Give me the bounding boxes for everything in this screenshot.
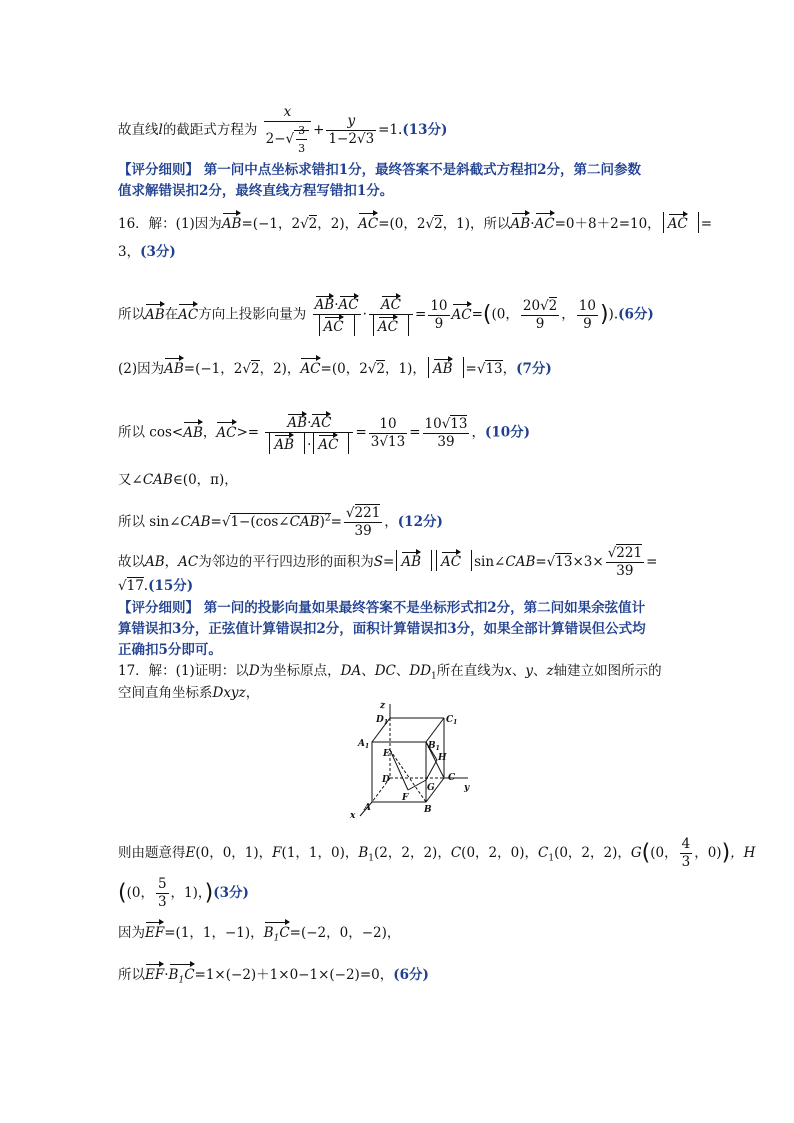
cube-figure <box>340 700 480 820</box>
segment-ef <box>390 750 408 790</box>
intercept-line: 故直线l的截距式方程为 x 2−√ $\frac{3}{3}$ + $\frac{y}{1-2√3}$ =1.(13分) <box>118 104 448 155</box>
q16-line-2: 3，(3分) <box>118 244 176 260</box>
label-d: D <box>382 775 390 785</box>
q17-coordinates-cont: ((0， $\frac{5}{3}$ ，1)，)(3分) <box>118 876 249 910</box>
label-a1: $A_1$ <box>358 739 370 750</box>
label-c1: $C_1$ <box>446 715 458 726</box>
q16-angle-range: 又∠CAB∈(0，π)， <box>118 472 238 488</box>
label-f: F <box>402 793 409 803</box>
score: (13分) <box>402 122 448 138</box>
label-b: B <box>424 805 432 815</box>
grading-note-2: 【评分细则】 第一问的投影向量如果最终答案不是坐标形式扣2分，第二问如果余弦值计 <box>118 600 646 616</box>
label-c: C <box>448 773 456 783</box>
q17-coordinates: 则由题意得E(0，0，1)，F(1，1，0)，$B_1(2$，2，2)，C(0，2，0)，$C_1(0$，2，2)，G((0， $\frac{4}{3}$ ，0))，H <box>118 836 756 870</box>
q16-line-1: 16．解：(1)因为AB=(−1，2√2，2)，AC=(0，2√2，1)，所以AB·AC=0＋8＋2=10， AC = <box>118 211 712 234</box>
q16-result: √17.(15分) <box>118 578 194 594</box>
label-b1: $B_1$ <box>428 741 440 752</box>
label-h: H <box>438 753 447 763</box>
q16-cosine: 所以 cos<AB，AC>= $\frac{AB\cdot AC}{AB \cdot AC}$ = $\frac{10}{3√13}$ = $\frac{10√13}{39}$ ，(10分) <box>118 412 530 454</box>
front-face <box>372 742 426 802</box>
q16-part2-line: (2)因为AB=(−1，2√2，2)，AC=(0，2√2，1)， AB =√13，(7分) <box>118 356 552 379</box>
label-g: G <box>427 783 435 793</box>
q17-line-1: 17．解：(1)证明：以D为坐标原点，DA、DC、$DD_1$所在直线为x、y、z轴建立如图所示的 <box>118 663 662 682</box>
q17-line-2: 空间直角坐标系Dxyz， <box>118 685 260 701</box>
label-d1: $D_1$ <box>376 715 388 726</box>
q16-sine: 所以 sin∠CAB=√1−(cos∠CAB)$^2$= $\frac{√221}{39}$ ，(12分) <box>118 505 443 539</box>
q17-dot-product: 所以$EF\cdot B_1C=1\times(-2)+1\times 0-1\times(-2)=0$，(6分) <box>118 962 429 991</box>
fraction: x 2−√ $\frac{3}{3}$ <box>264 104 312 157</box>
label-e: E <box>383 749 390 759</box>
q16-projection: 所以AB在AC方向上投影向量为 $\frac{AB\cdot AC}{AC}$ · $\frac{AC}{AC}$ = $\frac{10}{9}$ AC=((0， $\frac{20√2}{9}$ ， $\frac{10}{9}$ )).(6分) <box>118 294 654 336</box>
edge-c1b1 <box>426 718 444 742</box>
q17-vectors: 因为EF=(1，1，−1)，$B_1C=(-2$，0，−2)， <box>118 920 400 949</box>
fraction: $\frac{y}{1-2√3}$ <box>328 113 375 147</box>
label-z: z <box>380 701 386 711</box>
grading-note-2-cont: 算错误扣3分，正弦值计算错误扣2分，面积计算错误扣3分，如果全部计算错误但公式均 <box>118 621 646 637</box>
grading-note-1: 【评分细则】 第一问中点坐标求错扣1分，最终答案不是斜截式方程扣2分，第二问参数 <box>118 162 641 178</box>
segment-gh <box>426 760 437 780</box>
grading-note-1-cont: 值求解错误扣2分，最终直线方程写错扣1分。 <box>118 183 394 199</box>
q16-area: 故以AB，AC为邻边的平行四边形的面积为S= AB AC sin∠CAB=√13×3× $\frac{√221}{39}$ = <box>118 545 658 579</box>
label-a: A <box>364 803 371 813</box>
label-y: y <box>464 783 470 793</box>
grading-note-2-end: 正确扣5分即可。 <box>118 642 222 658</box>
label-x: x <box>350 811 356 820</box>
